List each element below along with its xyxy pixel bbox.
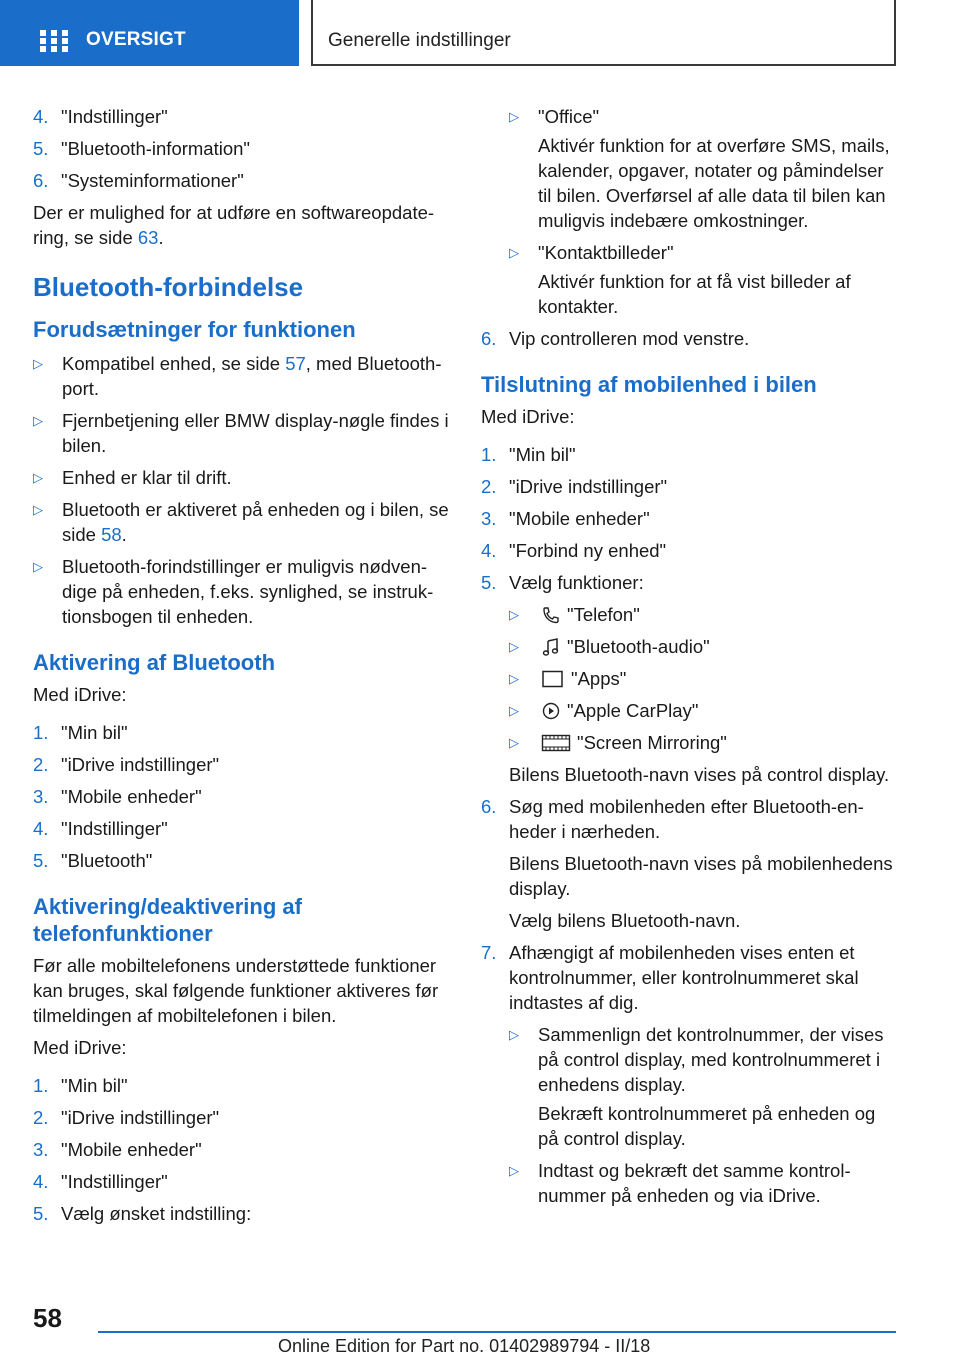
phone-icon xyxy=(541,606,561,624)
page-link-63[interactable]: 63 xyxy=(137,227,159,248)
bullet-icon: ▷ xyxy=(509,671,519,686)
bullet-item: ▷ Enhed er klar til drift. xyxy=(33,467,232,488)
overview-tab[interactable] xyxy=(0,0,299,66)
heading-connect-mobile: Tilslutning af mobilenhed i bilen xyxy=(481,372,817,397)
heading-activate-bluetooth: Aktivering af Bluetooth xyxy=(33,650,276,675)
bullet-icon: ▷ xyxy=(33,559,43,574)
heading-prerequisites: Forudsætninger for funktionen xyxy=(33,317,356,342)
list-item: 5. "Bluetooth-information" xyxy=(33,138,250,159)
function-apps: ▷ "Apps" xyxy=(509,668,627,689)
function-bluetooth-audio: ▷ "Bluetooth-audio" xyxy=(509,636,710,657)
bt-name-control-display: Bilens Bluetooth-navn vises på control display. xyxy=(509,764,890,785)
bullet-icon: ▷ xyxy=(33,502,43,517)
list-item: 2. "iDrive indstillinger" xyxy=(33,1107,220,1128)
bullet-item: ▷ Kompatibel enhed, se side 57, med Bluetooth-port. xyxy=(33,353,442,399)
page-number: 58 xyxy=(33,1303,62,1333)
list-item: 6. "Systeminformationer" xyxy=(33,170,244,191)
overview-label: OVERSIGT xyxy=(86,29,186,50)
list-item: 5. Vælg ønsket indstilling: xyxy=(33,1203,252,1224)
bullet-icon: ▷ xyxy=(509,607,519,622)
select-bt-name: Vælg bilens Bluetooth-navn. xyxy=(509,910,741,931)
bullet-icon: ▷ xyxy=(509,735,519,750)
list-item: 2. "iDrive indstillinger" xyxy=(481,476,668,497)
bt-name-mobile-display: Bilens Bluetooth-navn vises på mobilenhedens display. xyxy=(509,853,893,899)
list-item: 3. "Mobile enheder" xyxy=(33,1139,202,1160)
contacts-description: Aktivér funktion for at få vist billeder af kontakter. xyxy=(538,271,851,317)
footer-edition: Online Edition for Part no. 01402989794 - II/18 xyxy=(278,1336,651,1356)
bullet-icon: ▷ xyxy=(509,703,519,718)
heading-phone-functions: Aktivering/deaktivering af telefonfunktioner xyxy=(33,894,302,946)
bullet-icon: ▷ xyxy=(33,413,43,428)
heading-bluetooth-connection: Bluetooth-forbindelse xyxy=(33,272,304,302)
bullet-icon: ▷ xyxy=(509,245,519,260)
with-idrive-label: Med iDrive: xyxy=(33,684,127,705)
bullet-icon: ▷ xyxy=(509,1027,519,1042)
bullet-icon: ▷ xyxy=(33,356,43,371)
page-link-57[interactable]: 57 xyxy=(285,353,306,374)
page-link-58[interactable]: 58 xyxy=(101,524,122,545)
left-column xyxy=(33,104,451,1233)
bullet-item-compare: ▷ Sammenlign det kontrolnummer, der vises på control display, med kontrolnummeret i enhedens display. xyxy=(509,1024,884,1095)
bullet-item: ▷ Bluetooth-forindstillinger er muligvis nødvendige på enheden, f.eks. synlighed, se instruktionsbogen til enheden. xyxy=(33,556,434,627)
list-item: 4. "Indstillinger" xyxy=(33,106,168,127)
office-description: Aktivér funktion for at overføre SMS, mails, kalender, opgaver, notater og påmindelser til bilen. Overførsel af alle data til bilen kan muligvis indebære omkostninger. xyxy=(538,135,890,231)
function-apple-carplay: ▷ "Apple CarPlay" xyxy=(509,700,699,721)
list-item: 4. "Indstillinger" xyxy=(33,1171,168,1192)
bullet-item-contacts: ▷ "Kontaktbilleder" xyxy=(509,242,674,263)
grid-icon xyxy=(40,30,68,52)
list-item: 5. "Bluetooth" xyxy=(33,850,153,871)
with-idrive-label: Med iDrive: xyxy=(33,1037,127,1058)
right-column xyxy=(481,104,901,1215)
function-screen-mirroring: ▷ "Screen Mirroring" xyxy=(509,732,727,753)
bullet-item-office: ▷ "Office" xyxy=(509,106,600,127)
list-item: 3. "Mobile enheder" xyxy=(33,786,202,807)
list-item: 7. Afhængigt af mobilenheden vises enten et kontrolnummer, eller kontrolnummeret skal indtastes af dig. xyxy=(481,942,859,1013)
list-item: 1. "Min bil" xyxy=(481,444,576,465)
list-item: 6. Søg med mobilenheden efter Bluetooth-enheder i nærheden. xyxy=(481,796,864,842)
screen-mirroring-icon xyxy=(541,734,571,752)
phone-functions-paragraph: Før alle mobiltelefonens understøttede funktioner kan bruges, skal følgende funktioner aktiveres før tilmeldingen af mobiltelefonen i bilen. xyxy=(33,955,439,1026)
bullet-item: ▷ Fjernbetjening eller BMW display-nøgle findes i bilen. xyxy=(33,410,449,456)
list-item: 3. "Mobile enheder" xyxy=(481,508,650,529)
bullet-item: ▷ Bluetooth er aktiveret på enheden og i bilen, se side 58. xyxy=(33,499,449,545)
bullet-item-enter: ▷ Indtast og bekræft det samme kontrolnummer på enheden og via iDrive. xyxy=(509,1160,851,1206)
section-title: Generelle indstillinger xyxy=(328,30,511,51)
list-item: 6. Vip controlleren mod venstre. xyxy=(481,328,750,349)
bullet-icon: ▷ xyxy=(509,639,519,654)
carplay-play-icon xyxy=(541,702,561,720)
update-paragraph: Der er mulighed for at udføre en softwareopdatering, se side 63. xyxy=(33,202,435,248)
footer-divider xyxy=(98,1331,896,1333)
section-tab[interactable] xyxy=(311,0,896,66)
bullet-icon: ▷ xyxy=(509,1163,519,1178)
music-note-icon xyxy=(541,638,561,656)
list-item: 4. "Indstillinger" xyxy=(33,818,168,839)
bullet-icon: ▷ xyxy=(509,109,519,124)
with-idrive-label: Med iDrive: xyxy=(481,406,575,427)
confirm-paragraph: Bekræft kontrolnummeret på enheden og på control display. xyxy=(538,1103,876,1149)
list-item: 4. "Forbind ny enhed" xyxy=(481,540,667,561)
list-item: 1. "Min bil" xyxy=(33,722,128,743)
list-item: 1. "Min bil" xyxy=(33,1075,128,1096)
function-telefon: ▷ "Telefon" xyxy=(509,604,640,625)
bullet-icon: ▷ xyxy=(33,470,43,485)
list-item: 5. Vælg funktioner: xyxy=(481,572,644,593)
list-item: 2. "iDrive indstillinger" xyxy=(33,754,220,775)
apps-square-icon xyxy=(541,670,565,688)
